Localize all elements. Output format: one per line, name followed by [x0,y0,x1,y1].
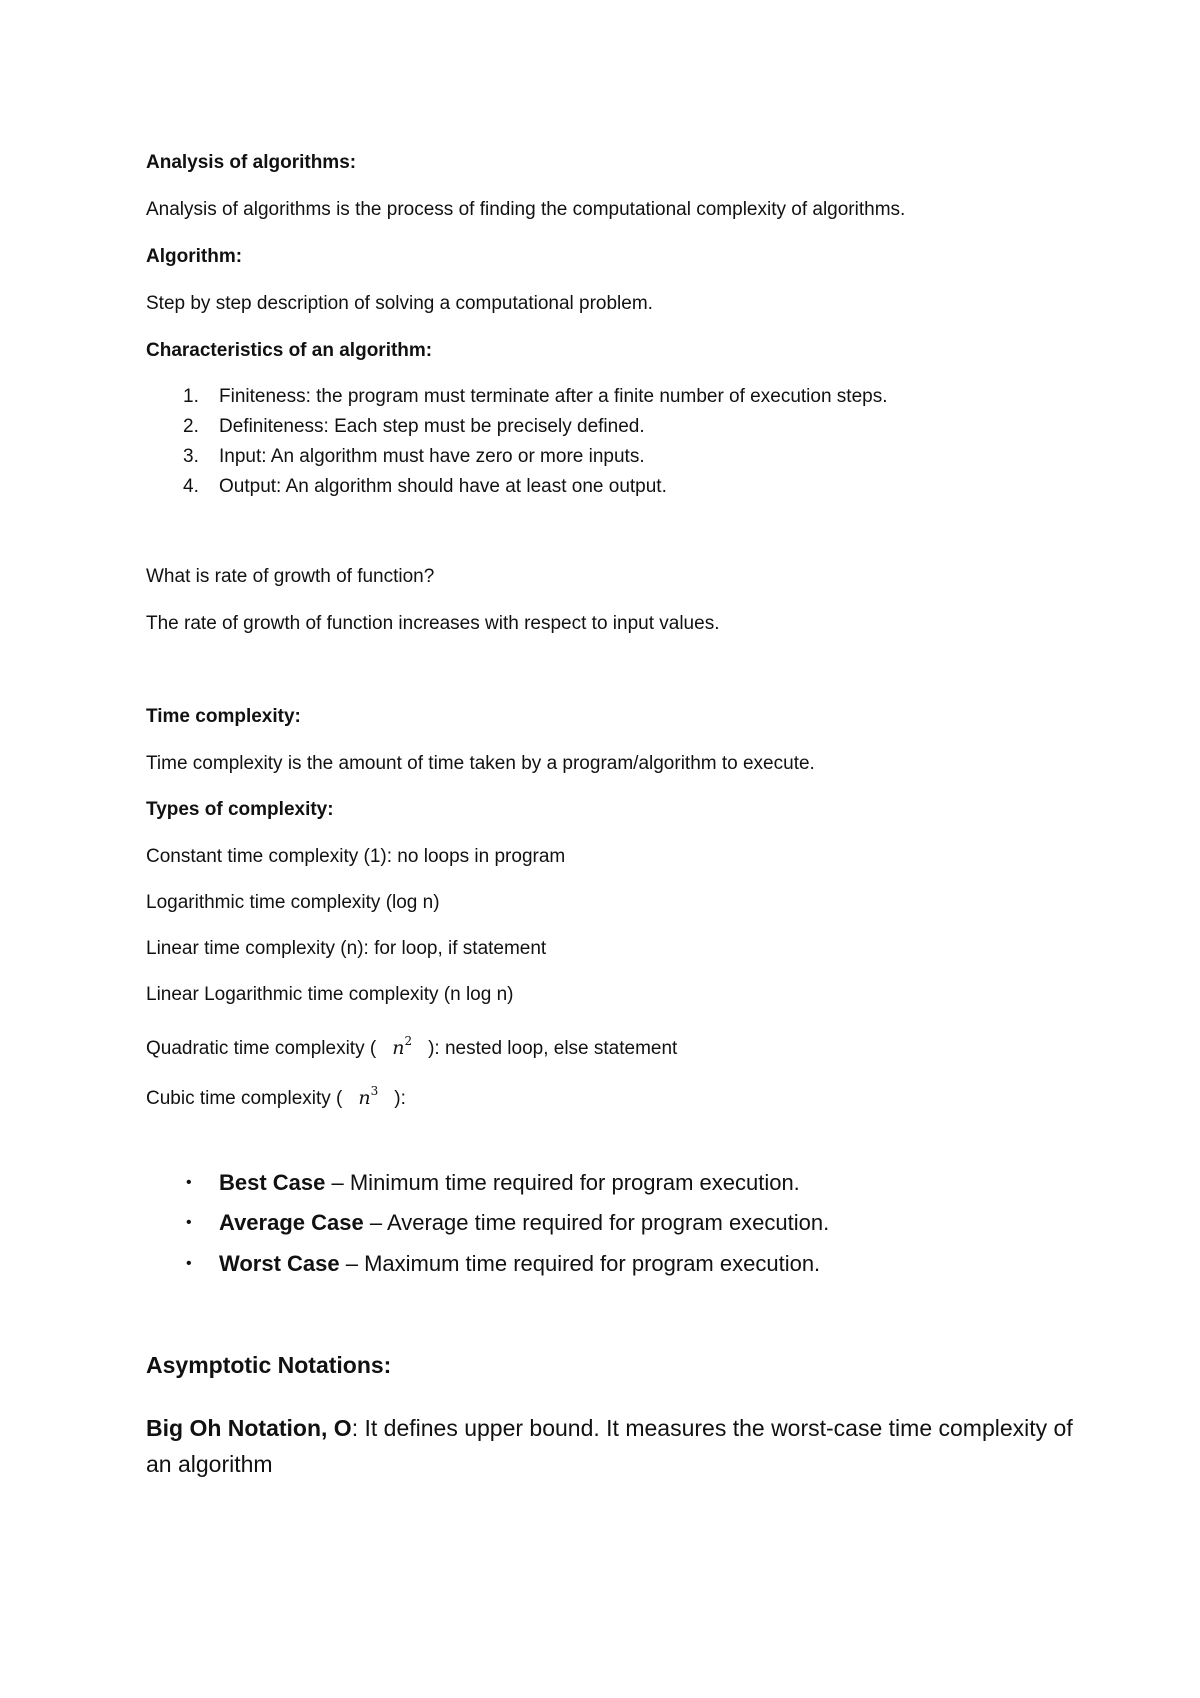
math-base: n [358,1087,371,1109]
case-text [219,1209,829,1237]
bullet-icon: • [186,1174,192,1191]
quadratic-suffix: ): nested loop, else statement [428,1038,678,1059]
case-label: Average Case [219,1210,364,1235]
case-description: – Maximum time required for program execution. [339,1251,821,1276]
list-number: 1. [183,386,199,407]
quadratic-complexity [146,1029,677,1061]
case-description: – Minimum time required for program execution. [325,1170,800,1195]
constant-complexity: Constant time complexity (1): no loops in program [146,846,566,867]
logarithmic-complexity: Logarithmic time complexity (log n) [146,892,440,913]
linear-log-complexity: Linear Logarithmic time complexity (n log n) [146,984,514,1005]
n-squared-equation [392,1029,412,1060]
case-description: – Average time required for program execution. [363,1210,830,1235]
cubic-complexity [146,1079,406,1111]
list-number: 4. [183,476,199,497]
types-heading: Types of complexity: [146,799,334,820]
list-text: Definiteness: Each step must be precisely defined. [219,416,645,437]
cubic-prefix: Cubic time complexity ( [146,1088,343,1109]
cubic-suffix: ): [394,1088,406,1109]
list-number: 3. [183,446,199,467]
case-text [219,1250,820,1278]
case-text [219,1169,800,1197]
characteristics-heading: Characteristics of an algorithm: [146,340,433,361]
asymptotic-heading: Asymptotic Notations: [146,1352,392,1378]
algorithm-heading: Algorithm: [146,246,243,267]
time-complexity-text: Time complexity is the amount of time taken by a program/algorithm to execute. [146,753,815,774]
bullet-icon: • [186,1255,192,1272]
list-text: Finiteness: the program must terminate after a finite number of execution steps. [219,386,888,407]
big-oh-paragraph [146,1410,1076,1482]
linear-complexity: Linear time complexity (n): for loop, if statement [146,938,547,959]
n-cubed-equation [358,1079,378,1110]
case-label: Best Case [219,1170,326,1195]
big-oh-text: : It defines upper bound. It measures the worst-case time complexity of an algorithm [146,1415,1073,1477]
time-complexity-heading: Time complexity: [146,706,301,727]
math-exponent: 3 [370,1084,379,1098]
math-base: n [392,1037,405,1059]
rate-answer: The rate of growth of function increases with respect to input values. [146,613,720,634]
analysis-heading: Analysis of algorithms: [146,152,357,173]
bullet-icon: • [186,1214,192,1231]
list-text: Input: An algorithm must have zero or more inputs. [219,446,645,467]
quadratic-prefix: Quadratic time complexity ( [146,1038,377,1059]
algorithm-text: Step by step description of solving a computational problem. [146,293,653,314]
big-oh-label: Big Oh Notation, O [146,1415,352,1441]
list-text: Output: An algorithm should have at least one output. [219,476,667,497]
case-label: Worst Case [219,1251,340,1276]
math-exponent: 2 [404,1034,413,1048]
list-number: 2. [183,416,199,437]
analysis-text: Analysis of algorithms is the process of finding the computational complexity of algorithms. [146,199,906,220]
rate-question: What is rate of growth of function? [146,566,435,587]
